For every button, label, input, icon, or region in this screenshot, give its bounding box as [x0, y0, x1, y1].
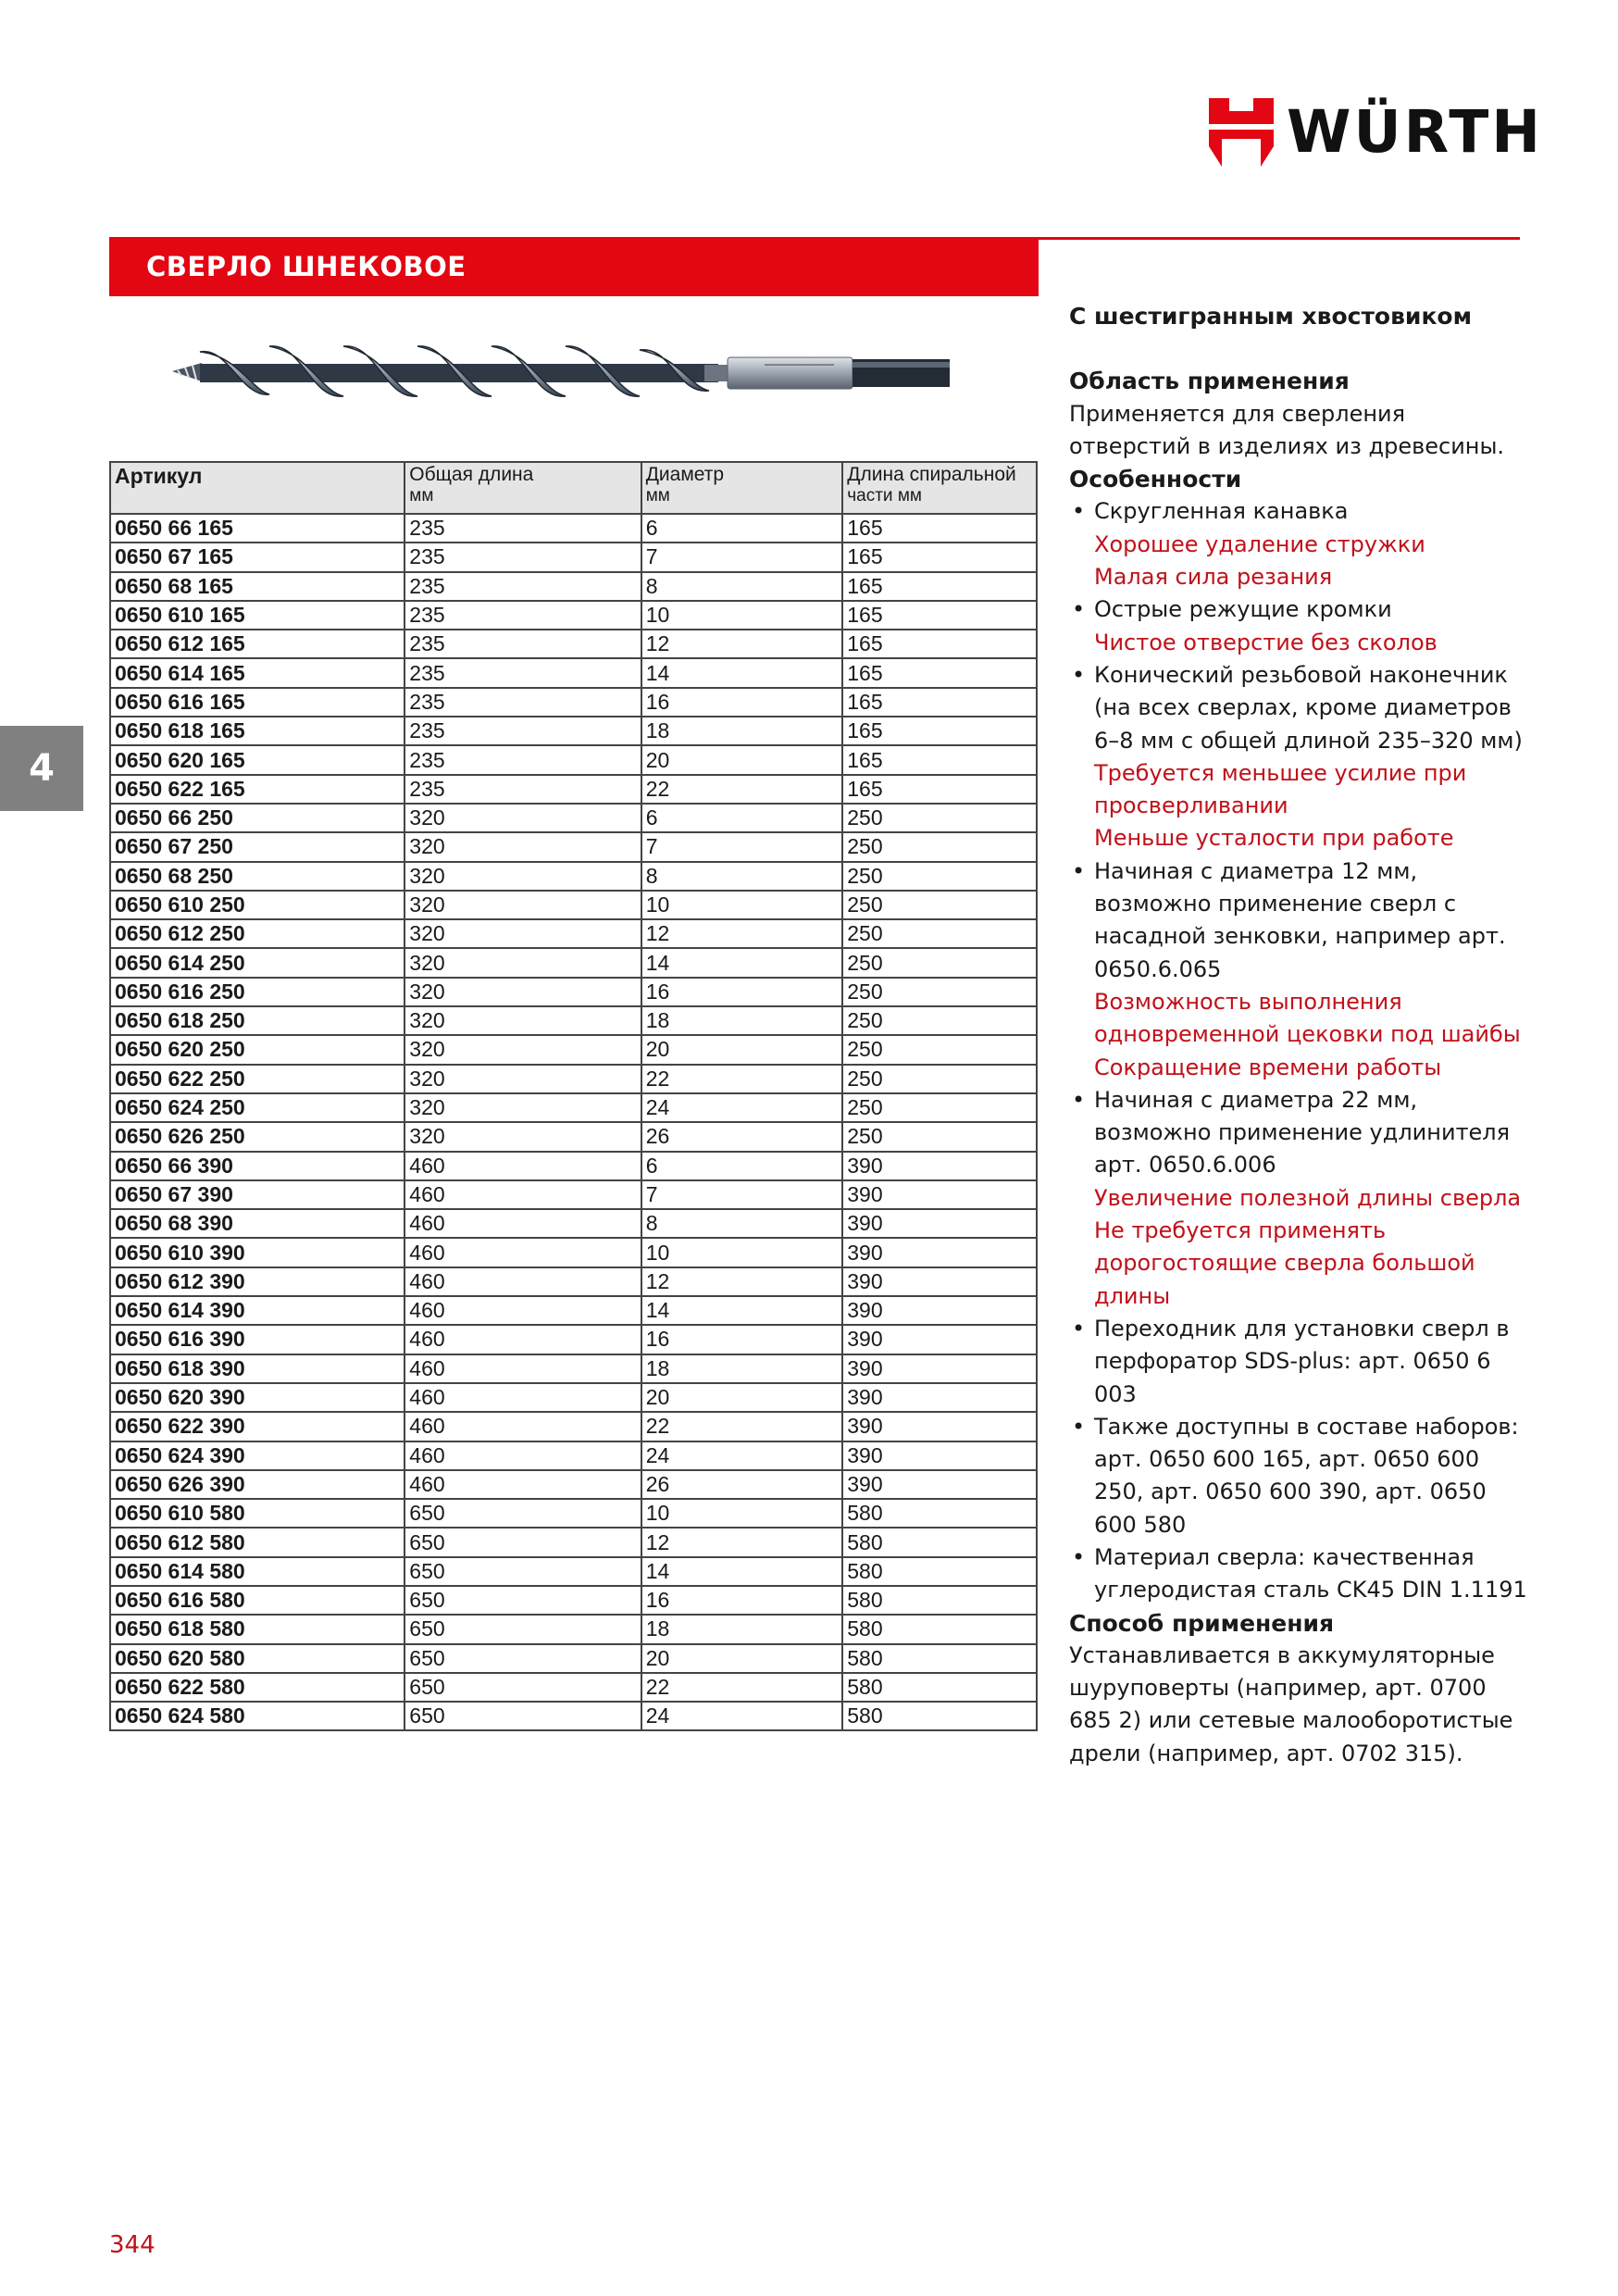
cell-spiral-length: 580 [842, 1557, 1037, 1586]
cell-article: 0650 618 165 [110, 717, 404, 745]
cell-total-length: 235 [404, 514, 641, 543]
cell-spiral-length: 390 [842, 1441, 1037, 1470]
cell-diameter: 7 [641, 832, 843, 861]
table-row [110, 1528, 1037, 1556]
table-row [110, 1586, 1037, 1615]
cell-diameter: 8 [641, 1209, 843, 1238]
table-row [110, 688, 1037, 717]
cell-spiral-length: 250 [842, 832, 1037, 861]
cell-diameter: 6 [641, 514, 843, 543]
cell-spiral-length: 580 [842, 1673, 1037, 1702]
cell-total-length: 235 [404, 543, 641, 571]
cell-diameter: 8 [641, 572, 843, 601]
cell-diameter: 26 [641, 1470, 843, 1499]
cell-spiral-length: 390 [842, 1152, 1037, 1180]
cell-spiral-length: 165 [842, 688, 1037, 717]
header-article [110, 462, 404, 514]
cell-total-length: 650 [404, 1702, 641, 1730]
cell-article: 0650 68 165 [110, 572, 404, 601]
header-unit: мм [645, 486, 670, 505]
cell-diameter: 22 [641, 1412, 843, 1441]
table-row [110, 1325, 1037, 1354]
cell-diameter: 12 [641, 630, 843, 658]
cell-article: 0650 66 390 [110, 1152, 404, 1180]
feature-benefit: Сокращение времени работы [1094, 1054, 1442, 1080]
cell-total-length: 460 [404, 1209, 641, 1238]
cell-spiral-length: 250 [842, 1065, 1037, 1093]
table-row [110, 1180, 1037, 1209]
usage-text: Устанавливается в аккумуляторные шуруповерты (например, арт. 0700 685 2) или сетевые малооборотистые дрели (например, арт. 0702 315). [1069, 1641, 1513, 1766]
cell-total-length: 650 [404, 1644, 641, 1673]
cell-diameter: 8 [641, 862, 843, 891]
cell-article: 0650 610 580 [110, 1499, 404, 1528]
cell-spiral-length: 390 [842, 1354, 1037, 1383]
cell-article: 0650 66 165 [110, 514, 404, 543]
table-row [110, 717, 1037, 745]
feature-benefit: Чистое отверстие без сколов [1094, 629, 1438, 655]
table-row [110, 1673, 1037, 1702]
cell-diameter: 20 [641, 1035, 843, 1064]
cell-article: 0650 67 250 [110, 832, 404, 861]
bullet-icon: • [1072, 857, 1086, 884]
cell-spiral-length: 390 [842, 1209, 1037, 1238]
feature-item [1069, 659, 1532, 855]
feature-benefit: Меньше усталости при работе [1094, 825, 1454, 852]
cell-spiral-length: 165 [842, 658, 1037, 687]
section-title: СВЕРЛО ШНЕКОВОЕ [146, 251, 467, 282]
feature-item [1069, 593, 1532, 659]
usage-heading: Способ применения [1069, 1609, 1335, 1637]
cell-diameter: 12 [641, 919, 843, 948]
feature-item [1069, 1313, 1532, 1411]
cell-spiral-length: 580 [842, 1528, 1037, 1556]
table-row [110, 1644, 1037, 1673]
cell-spiral-length: 390 [842, 1325, 1037, 1354]
cell-total-length: 235 [404, 717, 641, 745]
bullet-icon: • [1072, 1315, 1086, 1341]
table-row [110, 1035, 1037, 1064]
table-row [110, 1441, 1037, 1470]
cell-spiral-length: 250 [842, 1093, 1037, 1122]
header-label: Общая длина [409, 464, 534, 485]
cell-article: 0650 620 165 [110, 745, 404, 774]
feature-item [1069, 1411, 1532, 1541]
cell-spiral-length: 250 [842, 891, 1037, 919]
cell-total-length: 460 [404, 1180, 641, 1209]
cell-total-length: 650 [404, 1499, 641, 1528]
cell-total-length: 320 [404, 1122, 641, 1151]
cell-diameter: 7 [641, 543, 843, 571]
cell-diameter: 14 [641, 948, 843, 977]
feature-text: Также доступны в составе наборов: арт. 0650 600 165, арт. 0650 600 250, арт. 0650 600 390, арт. 0650 600 580 [1094, 1413, 1519, 1538]
header-label: Артикул [115, 464, 203, 488]
header-divider [1039, 237, 1520, 240]
cell-article: 0650 622 580 [110, 1673, 404, 1702]
cell-spiral-length: 165 [842, 572, 1037, 601]
cell-spiral-length: 390 [842, 1470, 1037, 1499]
table-row [110, 1152, 1037, 1180]
cell-spiral-length: 250 [842, 919, 1037, 948]
chapter-number: 4 [29, 747, 55, 790]
table-row [110, 745, 1037, 774]
cell-total-length: 320 [404, 832, 641, 861]
cell-article: 0650 610 250 [110, 891, 404, 919]
cell-spiral-length: 165 [842, 717, 1037, 745]
feature-benefit: Увеличение полезной длины сверла [1094, 1184, 1522, 1211]
page-number: 344 [109, 2231, 156, 2259]
table-row [110, 1615, 1037, 1643]
cell-total-length: 460 [404, 1152, 641, 1180]
cell-article: 0650 624 250 [110, 1093, 404, 1122]
cell-total-length: 235 [404, 658, 641, 687]
cell-total-length: 320 [404, 862, 641, 891]
cell-spiral-length: 580 [842, 1644, 1037, 1673]
cell-diameter: 14 [641, 1296, 843, 1325]
cell-article: 0650 614 390 [110, 1296, 404, 1325]
cell-article: 0650 626 390 [110, 1470, 404, 1499]
cell-article: 0650 618 250 [110, 1006, 404, 1035]
feature-item [1069, 495, 1532, 593]
table-row [110, 775, 1037, 804]
cell-spiral-length: 390 [842, 1383, 1037, 1412]
specification-table [109, 461, 1038, 1731]
table-row [110, 1065, 1037, 1093]
table-body [110, 514, 1037, 1730]
cell-article: 0650 616 250 [110, 978, 404, 1006]
bullet-icon: • [1072, 661, 1086, 688]
cell-article: 0650 616 580 [110, 1586, 404, 1615]
cell-diameter: 16 [641, 1586, 843, 1615]
cell-diameter: 10 [641, 1238, 843, 1267]
header-total-length [404, 462, 641, 514]
cell-spiral-length: 390 [842, 1412, 1037, 1441]
cell-spiral-length: 390 [842, 1180, 1037, 1209]
feature-text: Конический резьбовой наконечник (на всех сверлах, кроме диаметров 6–8 мм с общей длиной 235–320 мм) [1094, 661, 1523, 754]
cell-spiral-length: 165 [842, 601, 1037, 630]
cell-diameter: 24 [641, 1441, 843, 1470]
header-diameter [641, 462, 843, 514]
features-heading: Особенности [1069, 466, 1242, 493]
cell-total-length: 320 [404, 948, 641, 977]
cell-total-length: 320 [404, 891, 641, 919]
feature-text: Начиная с диаметра 22 мм, возможно применение удлинителя арт. 0650.6.006 [1094, 1086, 1511, 1179]
cell-diameter: 10 [641, 601, 843, 630]
cell-diameter: 6 [641, 804, 843, 832]
feature-text: Острые режущие кромки [1094, 596, 1392, 623]
cell-diameter: 16 [641, 1325, 843, 1354]
cell-article: 0650 626 250 [110, 1122, 404, 1151]
cell-article: 0650 620 390 [110, 1383, 404, 1412]
cell-article: 0650 612 250 [110, 919, 404, 948]
cell-total-length: 320 [404, 978, 641, 1006]
feature-text: Начиная с диаметра 12 мм, возможно применение сверл с насадной зенковки, например арт. 0650.6.065 [1094, 857, 1506, 982]
feature-benefit: Хорошее удаление стружки [1094, 530, 1425, 557]
feature-text: Материал сверла: качественная углеродистая сталь CK45 DIN 1.1191 [1094, 1543, 1527, 1603]
cell-spiral-length: 580 [842, 1615, 1037, 1643]
cell-spiral-length: 250 [842, 862, 1037, 891]
cell-diameter: 12 [641, 1528, 843, 1556]
cell-article: 0650 624 390 [110, 1441, 404, 1470]
cell-diameter: 22 [641, 775, 843, 804]
cell-spiral-length: 165 [842, 630, 1037, 658]
header-label: Длина спиральной [847, 464, 1016, 485]
description-column [1069, 298, 1532, 1770]
cell-article: 0650 614 250 [110, 948, 404, 977]
chapter-tab [0, 726, 83, 811]
bullet-icon: • [1072, 1086, 1086, 1113]
cell-spiral-length: 250 [842, 948, 1037, 977]
cell-diameter: 10 [641, 891, 843, 919]
table-row [110, 572, 1037, 601]
feature-benefit: Возможность выполнения одновременной цековки под шайбы [1094, 988, 1521, 1048]
cell-diameter: 20 [641, 745, 843, 774]
cell-diameter: 18 [641, 1006, 843, 1035]
cell-article: 0650 618 580 [110, 1615, 404, 1643]
table-row [110, 1238, 1037, 1267]
cell-spiral-length: 580 [842, 1499, 1037, 1528]
brand-name: WÜRTH [1287, 98, 1544, 166]
cell-article: 0650 67 390 [110, 1180, 404, 1209]
cell-article: 0650 618 390 [110, 1354, 404, 1383]
cell-diameter: 26 [641, 1122, 843, 1151]
table-row [110, 1267, 1037, 1296]
cell-diameter: 20 [641, 1644, 843, 1673]
cell-diameter: 10 [641, 1499, 843, 1528]
cell-total-length: 235 [404, 745, 641, 774]
cell-total-length: 460 [404, 1383, 641, 1412]
cell-article: 0650 610 390 [110, 1238, 404, 1267]
cell-total-length: 650 [404, 1586, 641, 1615]
cell-total-length: 460 [404, 1441, 641, 1470]
bullet-icon: • [1072, 1543, 1086, 1570]
cell-diameter: 16 [641, 978, 843, 1006]
feature-text: Переходник для установки сверл в перфоратор SDS-plus: арт. 0650 6 003 [1094, 1315, 1510, 1407]
cell-total-length: 460 [404, 1354, 641, 1383]
cell-total-length: 650 [404, 1557, 641, 1586]
table-row [110, 1470, 1037, 1499]
cell-article: 0650 612 390 [110, 1267, 404, 1296]
cell-diameter: 18 [641, 717, 843, 745]
cell-total-length: 460 [404, 1267, 641, 1296]
cell-article: 0650 622 250 [110, 1065, 404, 1093]
table-row [110, 658, 1037, 687]
cell-spiral-length: 165 [842, 775, 1037, 804]
cell-total-length: 235 [404, 630, 641, 658]
cell-total-length: 650 [404, 1615, 641, 1643]
section-title-bar [109, 237, 1039, 296]
auger-drill-bit-image [172, 333, 950, 417]
cell-spiral-length: 165 [842, 514, 1037, 543]
cell-article: 0650 68 390 [110, 1209, 404, 1238]
cell-spiral-length: 390 [842, 1267, 1037, 1296]
table-row [110, 1209, 1037, 1238]
feature-benefit: Малая сила резания [1094, 564, 1333, 591]
table-row [110, 832, 1037, 861]
table-row [110, 1354, 1037, 1383]
cell-diameter: 22 [641, 1673, 843, 1702]
cell-article: 0650 610 165 [110, 601, 404, 630]
cell-article: 0650 68 250 [110, 862, 404, 891]
cell-total-length: 460 [404, 1238, 641, 1267]
cell-diameter: 14 [641, 658, 843, 687]
application-heading: Область применения [1069, 368, 1350, 395]
cell-article: 0650 622 165 [110, 775, 404, 804]
feature-benefit: Требуется меньшее усилие при просверливании [1094, 759, 1467, 819]
table-row [110, 630, 1037, 658]
wurth-logo [1209, 98, 1544, 167]
table-header-row [110, 462, 1037, 514]
cell-spiral-length: 250 [842, 804, 1037, 832]
features-list [1069, 495, 1532, 1606]
cell-total-length: 320 [404, 1065, 641, 1093]
cell-article: 0650 616 390 [110, 1325, 404, 1354]
cell-total-length: 320 [404, 1006, 641, 1035]
cell-spiral-length: 390 [842, 1296, 1037, 1325]
cell-diameter: 20 [641, 1383, 843, 1412]
table-row [110, 601, 1037, 630]
table-row [110, 862, 1037, 891]
cell-article: 0650 616 165 [110, 688, 404, 717]
table-row [110, 1702, 1037, 1730]
table-row [110, 1499, 1037, 1528]
bullet-icon: • [1072, 1413, 1086, 1440]
header-unit: части мм [847, 486, 922, 505]
bullet-icon: • [1072, 596, 1086, 623]
cell-article: 0650 620 250 [110, 1035, 404, 1064]
cell-article: 0650 612 580 [110, 1528, 404, 1556]
table-row [110, 978, 1037, 1006]
table-row [110, 1557, 1037, 1586]
cell-article: 0650 67 165 [110, 543, 404, 571]
cell-diameter: 12 [641, 1267, 843, 1296]
cell-total-length: 460 [404, 1325, 641, 1354]
cell-diameter: 7 [641, 1180, 843, 1209]
table-row [110, 1093, 1037, 1122]
table-row [110, 1383, 1037, 1412]
cell-spiral-length: 165 [842, 543, 1037, 571]
cell-total-length: 320 [404, 919, 641, 948]
cell-diameter: 22 [641, 1065, 843, 1093]
cell-article: 0650 614 580 [110, 1557, 404, 1586]
feature-benefit: Не требуется применять дорогостоящие сверла большой длины [1094, 1217, 1475, 1309]
table-row [110, 948, 1037, 977]
cell-article: 0650 66 250 [110, 804, 404, 832]
cell-spiral-length: 250 [842, 1006, 1037, 1035]
cell-total-length: 235 [404, 572, 641, 601]
table-row [110, 1296, 1037, 1325]
cell-total-length: 235 [404, 775, 641, 804]
cell-spiral-length: 165 [842, 745, 1037, 774]
cell-total-length: 460 [404, 1470, 641, 1499]
table-row [110, 919, 1037, 948]
table-row [110, 514, 1037, 543]
cell-total-length: 460 [404, 1412, 641, 1441]
feature-text: Скругленная канавка [1094, 498, 1349, 525]
table-row [110, 891, 1037, 919]
cell-spiral-length: 580 [842, 1586, 1037, 1615]
bullet-icon: • [1072, 498, 1086, 525]
cell-article: 0650 612 165 [110, 630, 404, 658]
cell-spiral-length: 250 [842, 1122, 1037, 1151]
cell-diameter: 24 [641, 1702, 843, 1730]
application-text: Применяется для сверления отверстий в изделиях из древесины. [1069, 400, 1505, 459]
cell-diameter: 18 [641, 1354, 843, 1383]
cell-total-length: 460 [404, 1296, 641, 1325]
cell-total-length: 320 [404, 1093, 641, 1122]
cell-total-length: 650 [404, 1528, 641, 1556]
cell-total-length: 320 [404, 804, 641, 832]
table-row [110, 804, 1037, 832]
table-row [110, 1412, 1037, 1441]
cell-total-length: 650 [404, 1673, 641, 1702]
cell-total-length: 235 [404, 688, 641, 717]
cell-total-length: 235 [404, 601, 641, 630]
cell-spiral-length: 580 [842, 1702, 1037, 1730]
cell-diameter: 24 [641, 1093, 843, 1122]
product-subtitle: С шестигранным хвостовиком [1069, 303, 1473, 330]
header-unit: мм [409, 486, 434, 505]
table-row [110, 543, 1037, 571]
header-label: Диаметр [645, 464, 725, 485]
cell-spiral-length: 390 [842, 1238, 1037, 1267]
cell-diameter: 6 [641, 1152, 843, 1180]
cell-article: 0650 614 165 [110, 658, 404, 687]
cell-article: 0650 620 580 [110, 1644, 404, 1673]
header-spiral-length [842, 462, 1037, 514]
cell-diameter: 18 [641, 1615, 843, 1643]
feature-item [1069, 855, 1532, 1084]
cell-article: 0650 622 390 [110, 1412, 404, 1441]
table-row [110, 1006, 1037, 1035]
cell-article: 0650 624 580 [110, 1702, 404, 1730]
cell-diameter: 14 [641, 1557, 843, 1586]
cell-total-length: 320 [404, 1035, 641, 1064]
feature-item [1069, 1084, 1532, 1313]
feature-item [1069, 1541, 1532, 1607]
cell-spiral-length: 250 [842, 978, 1037, 1006]
cell-spiral-length: 250 [842, 1035, 1037, 1064]
wurth-emblem-icon [1209, 98, 1274, 167]
table-row [110, 1122, 1037, 1151]
cell-diameter: 16 [641, 688, 843, 717]
